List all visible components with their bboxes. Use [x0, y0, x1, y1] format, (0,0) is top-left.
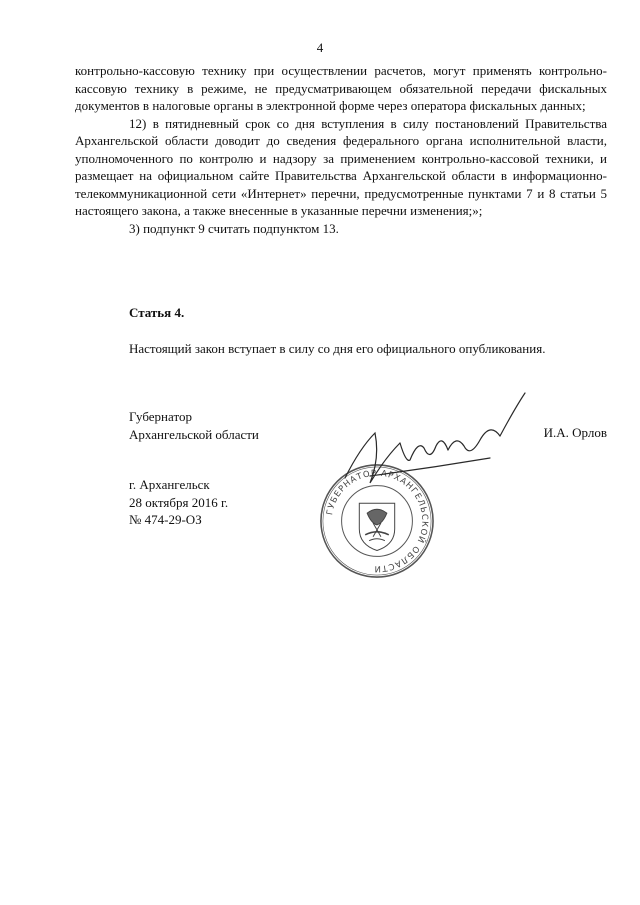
seal-ring-text: ГУБЕРНАТОР АРХАНГЕЛЬСКОЙ ОБЛАСТИ: [324, 467, 431, 575]
signer-title-line-1: Губернатор: [129, 409, 192, 424]
coat-of-arms-icon: [359, 503, 394, 550]
signer-title: [129, 408, 259, 443]
article-heading: Статья 4.: [129, 305, 185, 320]
handwritten-signature: [340, 388, 540, 498]
footer-city: г. Архангельск: [129, 477, 210, 492]
article-text: Настоящий закон вступает в силу со дня его официального опубликования.: [129, 341, 546, 356]
signer-title-line-2: Архангельской области: [129, 426, 259, 442]
paragraph-item-3: 3) подпункт 9 считать подпунктом 13.: [129, 220, 339, 236]
footer-number: № 474-29-ОЗ: [129, 512, 202, 527]
footer-date: 28 октября 2016 г.: [129, 494, 229, 510]
document-body: [75, 62, 607, 237]
paragraph-item-12: 12) в пятидневный срок со дня вступления в силу постановлений Правительства Архангельской области доводит до сведения федерального органа исполнительной власти, уполномоченного по контролю и надзору за применением контрольно-кассовой техники, и размещает на официальном сайте Правительства Архангельской области в информационно-телекоммуникационной сети «Интернет» перечни, предусмотренные пунктами 7 и 8 статьи 5 настоящего закона, а также внесенные в указанные перечни изменения;»;: [75, 115, 607, 218]
paragraph-continuation: контрольно-кассовую технику при осуществлении расчетов, могут применять контрольно-кассовую технику в режиме, не предусматривающем обязательной передачи фискальных документов в налоговые органы в электронной форме через оператора фискальных данных;: [75, 63, 607, 113]
signer-name: И.А. Орлов: [543, 425, 607, 440]
document-footer: [129, 476, 228, 529]
page-number: 4: [316, 40, 324, 55]
